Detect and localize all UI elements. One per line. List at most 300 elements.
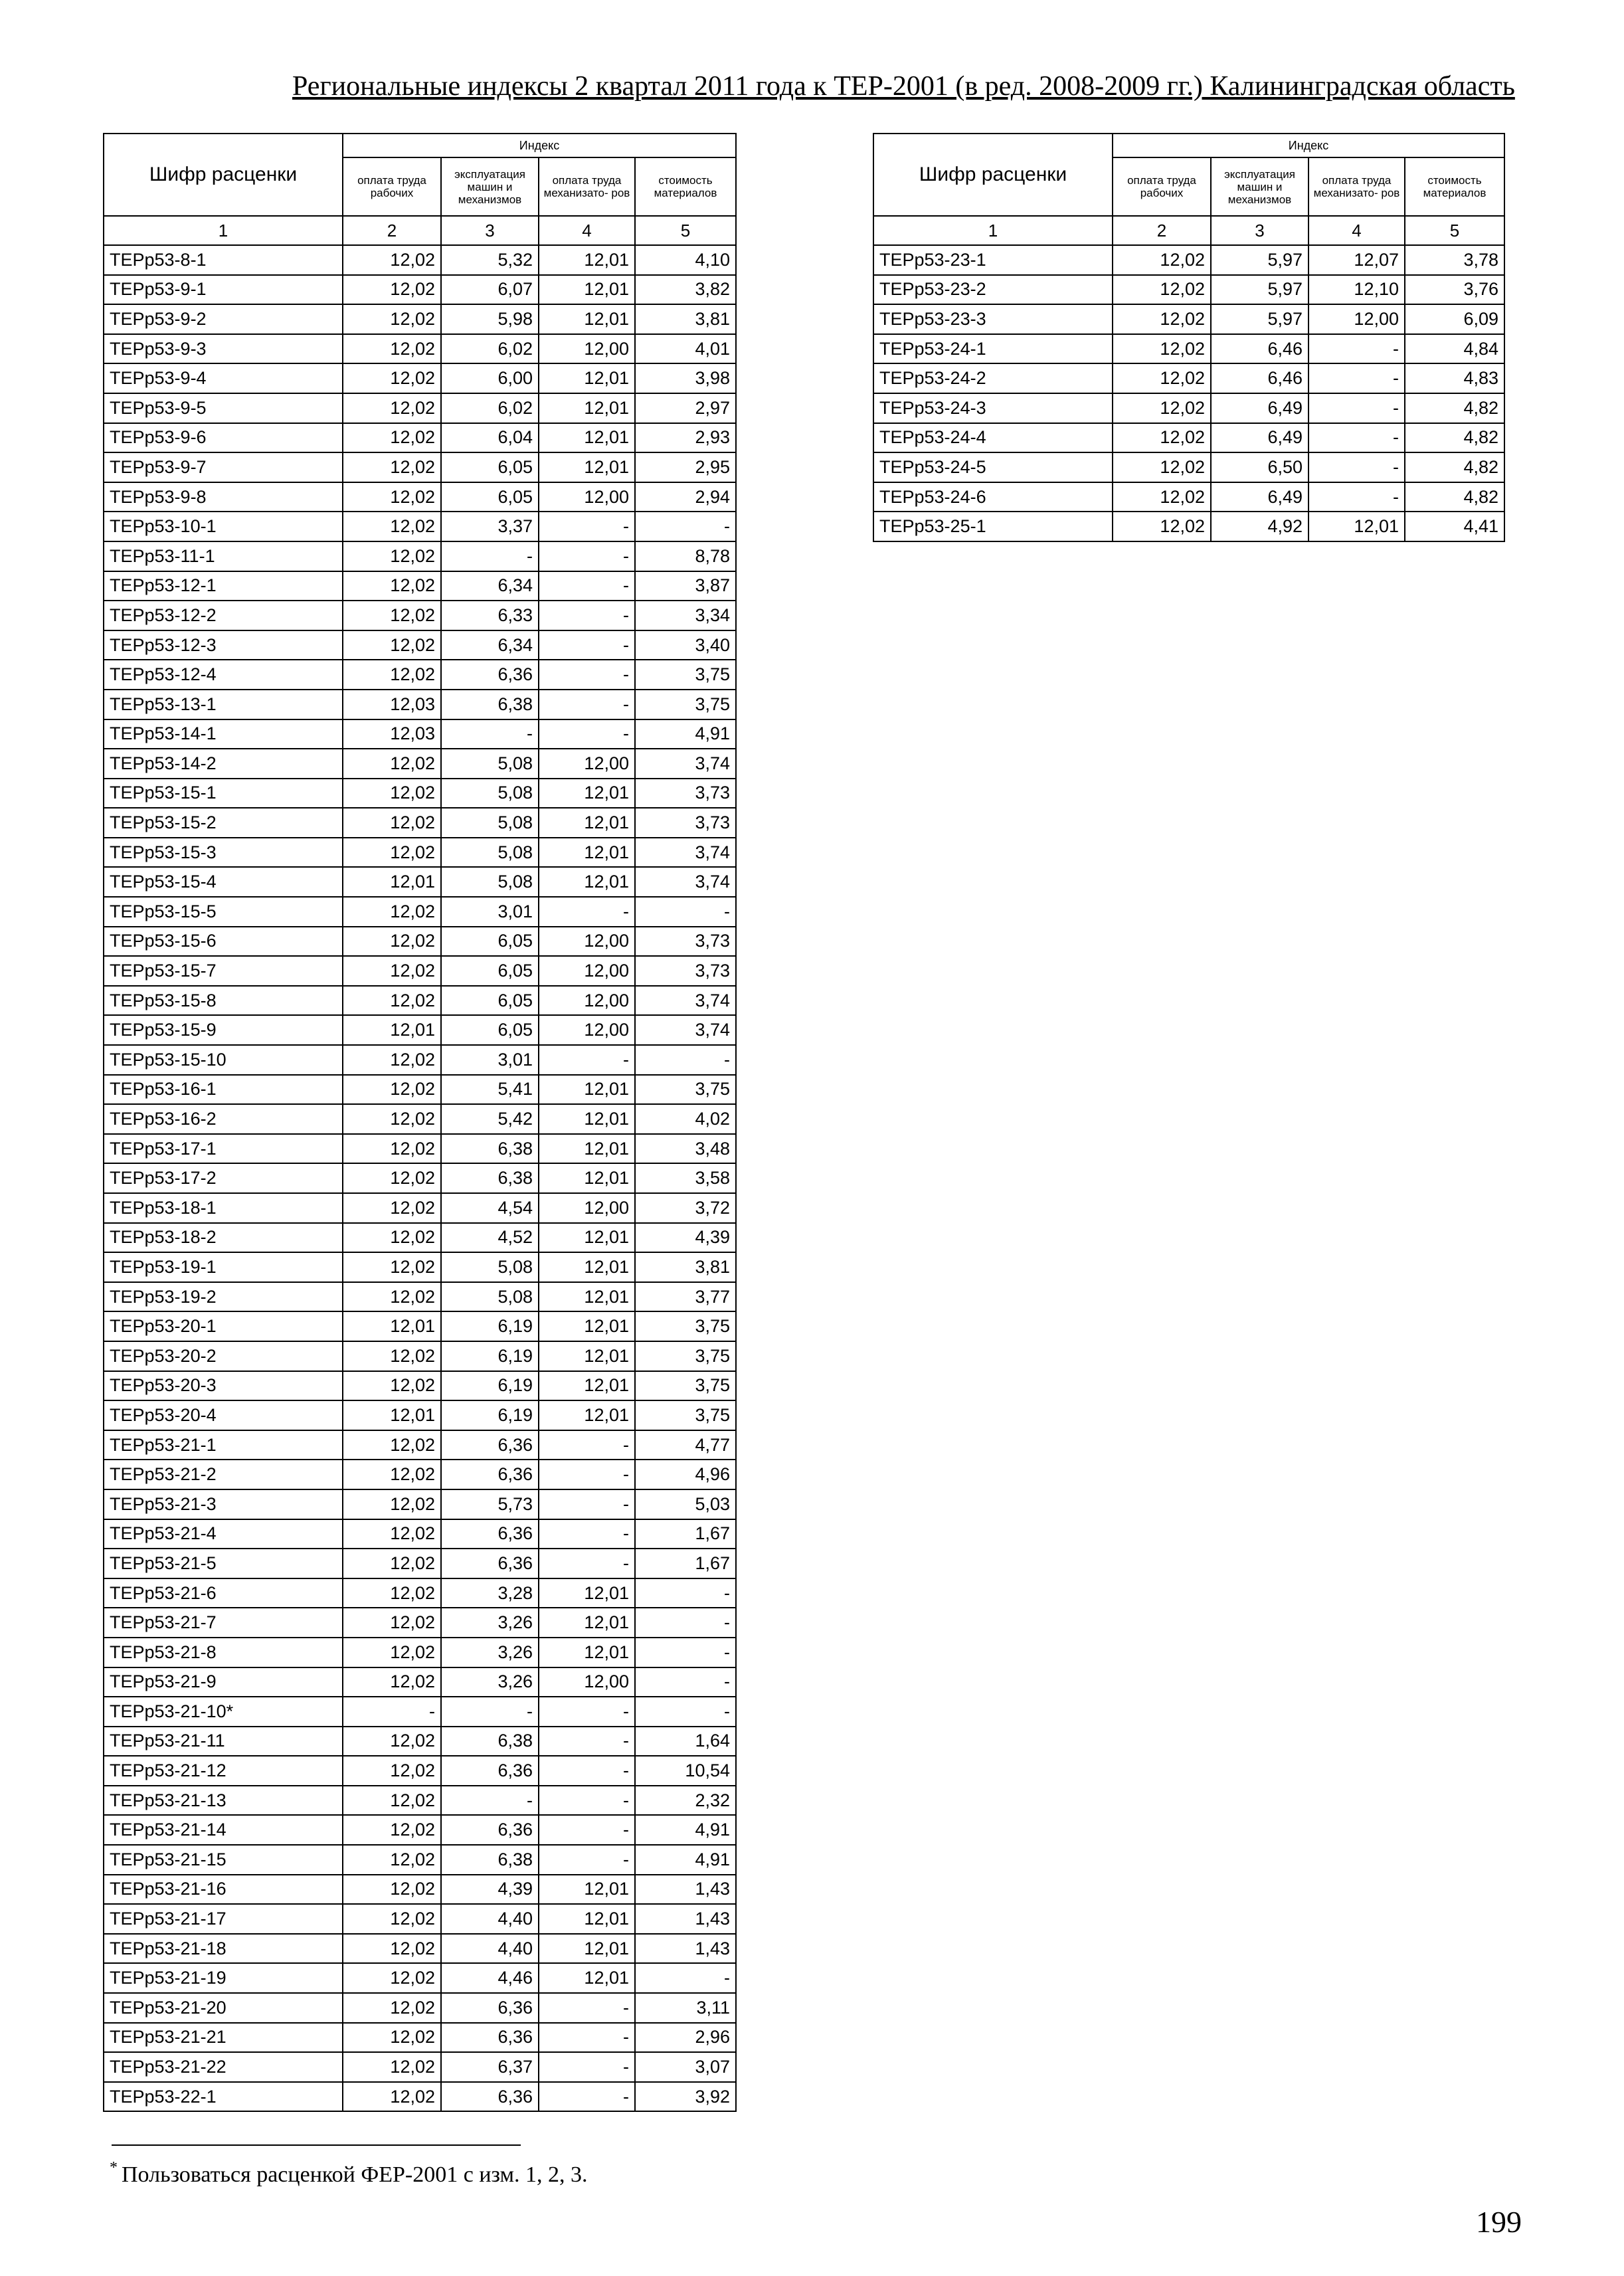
machines-cell: 6,38 bbox=[441, 1845, 539, 1875]
machines-cell: 3,37 bbox=[441, 512, 539, 541]
code-cell: ТЕРр53-20-3 bbox=[104, 1371, 343, 1401]
labor-workers-cell: 12,02 bbox=[1113, 245, 1211, 275]
materials-cell: 3,74 bbox=[635, 749, 736, 779]
labor-workers-cell: 12,02 bbox=[343, 1045, 441, 1075]
code-cell: ТЕРр53-12-4 bbox=[104, 660, 343, 690]
labor-workers-cell: 12,02 bbox=[343, 630, 441, 660]
labor-operators-cell: 12,01 bbox=[539, 1608, 635, 1638]
materials-cell: 3,75 bbox=[635, 1400, 736, 1430]
materials-cell: 3,73 bbox=[635, 927, 736, 957]
table-row bbox=[104, 1075, 736, 1105]
labor-workers-cell: 12,02 bbox=[1113, 275, 1211, 305]
machines-cell: 6,19 bbox=[441, 1311, 539, 1341]
code-cell: ТЕРр53-9-2 bbox=[104, 304, 343, 334]
table-row bbox=[104, 1311, 736, 1341]
labor-workers-cell: 12,02 bbox=[343, 2052, 441, 2082]
materials-cell: 4,82 bbox=[1405, 393, 1504, 423]
labor-workers-cell: 12,02 bbox=[343, 363, 441, 393]
machines-cell: 6,05 bbox=[441, 986, 539, 1016]
table-row bbox=[104, 779, 736, 808]
materials-cell: 3,48 bbox=[635, 1134, 736, 1164]
table-row bbox=[873, 393, 1504, 423]
labor-workers-cell: 12,02 bbox=[343, 571, 441, 601]
machines-cell: 6,38 bbox=[441, 1727, 539, 1756]
materials-cell: 4,41 bbox=[1405, 512, 1504, 541]
machines-cell: 5,08 bbox=[441, 1282, 539, 1312]
labor-operators-cell: 12,01 bbox=[539, 838, 635, 868]
header-machines: эксплуатация машин и механизмов bbox=[1211, 157, 1308, 216]
column-number: 5 bbox=[635, 216, 736, 245]
code-cell: ТЕРр53-23-1 bbox=[873, 245, 1113, 275]
column-number: 2 bbox=[1113, 216, 1211, 245]
code-cell: ТЕРр53-15-9 bbox=[104, 1015, 343, 1045]
labor-workers-cell: 12,02 bbox=[343, 1430, 441, 1460]
labor-operators-cell: 12,01 bbox=[539, 393, 635, 423]
materials-cell: 6,09 bbox=[1405, 304, 1504, 334]
table-row bbox=[104, 1756, 736, 1786]
materials-cell: 3,81 bbox=[635, 304, 736, 334]
code-cell: ТЕРр53-15-4 bbox=[104, 867, 343, 897]
table-row bbox=[104, 245, 736, 275]
code-cell: ТЕРр53-8-1 bbox=[104, 245, 343, 275]
table-row bbox=[104, 423, 736, 453]
materials-cell: 3,75 bbox=[635, 1371, 736, 1401]
materials-cell: 3,82 bbox=[635, 275, 736, 305]
materials-cell: 3,73 bbox=[635, 779, 736, 808]
machines-cell: 4,52 bbox=[441, 1223, 539, 1253]
materials-cell: 4,10 bbox=[635, 245, 736, 275]
machines-cell: 6,05 bbox=[441, 956, 539, 986]
labor-operators-cell: - bbox=[1308, 452, 1405, 482]
machines-cell: 6,49 bbox=[1211, 482, 1308, 512]
code-cell: ТЕРр53-14-1 bbox=[104, 719, 343, 749]
labor-workers-cell: 12,02 bbox=[343, 808, 441, 838]
machines-cell: 6,46 bbox=[1211, 363, 1308, 393]
table-row bbox=[104, 1519, 736, 1549]
labor-operators-cell: 12,00 bbox=[539, 334, 635, 364]
table-row bbox=[104, 867, 736, 897]
labor-operators-cell: 12,01 bbox=[539, 1163, 635, 1193]
materials-cell: 4,82 bbox=[1405, 423, 1504, 453]
labor-operators-cell: 12,01 bbox=[539, 1400, 635, 1430]
labor-workers-cell: 12,02 bbox=[343, 1845, 441, 1875]
code-cell: ТЕРр53-21-8 bbox=[104, 1638, 343, 1667]
materials-cell: 4,91 bbox=[635, 719, 736, 749]
table-row bbox=[104, 1371, 736, 1401]
labor-operators-cell: 12,01 bbox=[539, 1223, 635, 1253]
code-cell: ТЕРр53-15-5 bbox=[104, 897, 343, 927]
labor-workers-cell: 12,02 bbox=[343, 1163, 441, 1193]
labor-operators-cell: 12,01 bbox=[539, 452, 635, 482]
header-labor-operators: оплата труда механизато- ров bbox=[539, 157, 635, 216]
labor-operators-cell: 12,01 bbox=[539, 275, 635, 305]
code-cell: ТЕРр53-21-13 bbox=[104, 1786, 343, 1816]
code-cell: ТЕРр53-21-12 bbox=[104, 1756, 343, 1786]
header-labor-workers: оплата труда рабочих bbox=[343, 157, 441, 216]
materials-cell: 2,97 bbox=[635, 393, 736, 423]
code-cell: ТЕРр53-21-3 bbox=[104, 1489, 343, 1519]
labor-workers-cell: 12,02 bbox=[343, 1638, 441, 1667]
machines-cell: 6,37 bbox=[441, 2052, 539, 2082]
labor-operators-cell: 12,01 bbox=[1308, 512, 1405, 541]
materials-cell: 3,75 bbox=[635, 690, 736, 719]
labor-operators-cell: - bbox=[539, 601, 635, 630]
table-row bbox=[873, 423, 1504, 453]
machines-cell: 6,36 bbox=[441, 1815, 539, 1845]
code-cell: ТЕРр53-20-1 bbox=[104, 1311, 343, 1341]
code-cell: ТЕРр53-24-2 bbox=[873, 363, 1113, 393]
materials-cell: 3,98 bbox=[635, 363, 736, 393]
labor-operators-cell: 12,01 bbox=[539, 363, 635, 393]
code-cell: ТЕРр53-9-5 bbox=[104, 393, 343, 423]
code-cell: ТЕРр53-24-1 bbox=[873, 334, 1113, 364]
materials-cell: 4,39 bbox=[635, 1223, 736, 1253]
code-cell: ТЕРр53-9-4 bbox=[104, 363, 343, 393]
code-cell: ТЕРр53-11-1 bbox=[104, 541, 343, 571]
index-table-left bbox=[103, 133, 737, 2112]
labor-operators-cell: 12,01 bbox=[539, 1075, 635, 1105]
machines-cell: 5,41 bbox=[441, 1075, 539, 1105]
labor-workers-cell: 12,02 bbox=[343, 927, 441, 957]
machines-cell: 6,34 bbox=[441, 571, 539, 601]
materials-cell: 3,78 bbox=[1405, 245, 1504, 275]
labor-operators-cell: - bbox=[539, 630, 635, 660]
materials-cell: 3,74 bbox=[635, 838, 736, 868]
labor-workers-cell: 12,02 bbox=[343, 2082, 441, 2112]
table-row bbox=[104, 1341, 736, 1371]
labor-operators-cell: - bbox=[539, 1845, 635, 1875]
machines-cell: 5,97 bbox=[1211, 275, 1308, 305]
materials-cell: 10,54 bbox=[635, 1756, 736, 1786]
labor-workers-cell: 12,02 bbox=[343, 1549, 441, 1578]
materials-cell: 3,87 bbox=[635, 571, 736, 601]
table-row bbox=[873, 304, 1504, 334]
labor-workers-cell: 12,02 bbox=[343, 1786, 441, 1816]
labor-workers-cell: 12,02 bbox=[343, 660, 441, 690]
code-cell: ТЕРр53-9-1 bbox=[104, 275, 343, 305]
code-cell: ТЕРр53-25-1 bbox=[873, 512, 1113, 541]
table-row bbox=[104, 482, 736, 512]
machines-cell: 6,07 bbox=[441, 275, 539, 305]
machines-cell: 5,08 bbox=[441, 808, 539, 838]
labor-workers-cell: 12,01 bbox=[343, 867, 441, 897]
code-cell: ТЕРр53-14-2 bbox=[104, 749, 343, 779]
labor-workers-cell: 12,03 bbox=[343, 719, 441, 749]
code-cell: ТЕРр53-15-6 bbox=[104, 927, 343, 957]
labor-operators-cell: 12,01 bbox=[539, 1104, 635, 1134]
code-cell: ТЕРр53-9-8 bbox=[104, 482, 343, 512]
materials-cell: 3,92 bbox=[635, 2082, 736, 2112]
materials-cell: 4,77 bbox=[635, 1430, 736, 1460]
machines-cell: 6,19 bbox=[441, 1341, 539, 1371]
materials-cell: 2,32 bbox=[635, 1786, 736, 1816]
labor-workers-cell: 12,02 bbox=[343, 1134, 441, 1164]
machines-cell: 5,08 bbox=[441, 749, 539, 779]
labor-operators-cell: - bbox=[539, 1045, 635, 1075]
code-cell: ТЕРр53-15-10 bbox=[104, 1045, 343, 1075]
code-cell: ТЕРр53-21-19 bbox=[104, 1963, 343, 1993]
labor-workers-cell: 12,02 bbox=[343, 1756, 441, 1786]
table-row bbox=[104, 897, 736, 927]
labor-operators-cell: - bbox=[539, 1519, 635, 1549]
machines-cell: 3,26 bbox=[441, 1608, 539, 1638]
labor-operators-cell: - bbox=[539, 719, 635, 749]
machines-cell: 4,46 bbox=[441, 1963, 539, 1993]
table-row bbox=[104, 1193, 736, 1223]
materials-cell: 3,75 bbox=[635, 1075, 736, 1105]
labor-operators-cell: - bbox=[539, 1993, 635, 2023]
labor-workers-cell: 12,03 bbox=[343, 690, 441, 719]
machines-cell: 6,38 bbox=[441, 690, 539, 719]
machines-cell: 4,54 bbox=[441, 1193, 539, 1223]
machines-cell: 6,38 bbox=[441, 1134, 539, 1164]
labor-workers-cell: 12,02 bbox=[343, 275, 441, 305]
column-number: 3 bbox=[441, 216, 539, 245]
machines-cell: 6,36 bbox=[441, 2023, 539, 2053]
code-cell: ТЕРр53-21-9 bbox=[104, 1667, 343, 1697]
column-number: 5 bbox=[1405, 216, 1504, 245]
labor-operators-cell: 12,01 bbox=[539, 304, 635, 334]
materials-cell: 3,73 bbox=[635, 956, 736, 986]
machines-cell: 6,33 bbox=[441, 601, 539, 630]
table-row bbox=[104, 512, 736, 541]
code-cell: ТЕРр53-15-2 bbox=[104, 808, 343, 838]
labor-operators-cell: - bbox=[539, 1460, 635, 1489]
table-row bbox=[104, 393, 736, 423]
column-number: 2 bbox=[343, 216, 441, 245]
machines-cell: 6,36 bbox=[441, 1549, 539, 1578]
code-cell: ТЕРр53-23-3 bbox=[873, 304, 1113, 334]
materials-cell: 3,77 bbox=[635, 1282, 736, 1312]
materials-cell: 3,58 bbox=[635, 1163, 736, 1193]
table-row bbox=[873, 363, 1504, 393]
materials-cell: 3,74 bbox=[635, 867, 736, 897]
header-labor-operators: оплата труда механизато- ров bbox=[1308, 157, 1405, 216]
labor-workers-cell: 12,02 bbox=[343, 1875, 441, 1905]
labor-operators-cell: - bbox=[539, 2023, 635, 2053]
code-cell: ТЕРр53-21-11 bbox=[104, 1727, 343, 1756]
labor-workers-cell: 12,02 bbox=[1113, 512, 1211, 541]
machines-cell: 6,05 bbox=[441, 482, 539, 512]
labor-workers-cell: 12,02 bbox=[343, 897, 441, 927]
labor-operators-cell: - bbox=[1308, 393, 1405, 423]
machines-cell: 4,40 bbox=[441, 1934, 539, 1964]
materials-cell: 3,74 bbox=[635, 986, 736, 1016]
machines-cell: 6,02 bbox=[441, 393, 539, 423]
labor-workers-cell: 12,02 bbox=[343, 512, 441, 541]
table-row bbox=[104, 956, 736, 986]
materials-cell: - bbox=[635, 1578, 736, 1608]
labor-workers-cell: 12,02 bbox=[1113, 334, 1211, 364]
materials-cell: 4,02 bbox=[635, 1104, 736, 1134]
machines-cell: 6,38 bbox=[441, 1163, 539, 1193]
machines-cell: 4,39 bbox=[441, 1875, 539, 1905]
table-row bbox=[104, 304, 736, 334]
table-row bbox=[104, 1015, 736, 1045]
machines-cell: 5,32 bbox=[441, 245, 539, 275]
table-row bbox=[104, 690, 736, 719]
header-code: Шифр расценки bbox=[104, 134, 343, 216]
labor-operators-cell: - bbox=[1308, 363, 1405, 393]
materials-cell: 1,67 bbox=[635, 1549, 736, 1578]
code-cell: ТЕРр53-20-4 bbox=[104, 1400, 343, 1430]
materials-cell: 3,74 bbox=[635, 1015, 736, 1045]
table-row bbox=[104, 1430, 736, 1460]
machines-cell: 3,01 bbox=[441, 1045, 539, 1075]
header-materials: стоимость материалов bbox=[635, 157, 736, 216]
labor-workers-cell: 12,02 bbox=[343, 1578, 441, 1608]
materials-cell: 3,73 bbox=[635, 808, 736, 838]
code-cell: ТЕРр53-15-7 bbox=[104, 956, 343, 986]
left-table-body bbox=[104, 245, 736, 2111]
table-row bbox=[104, 2082, 736, 2112]
materials-cell: - bbox=[635, 1697, 736, 1727]
table-row bbox=[104, 749, 736, 779]
machines-cell: 4,40 bbox=[441, 1904, 539, 1934]
code-cell: ТЕРр53-10-1 bbox=[104, 512, 343, 541]
table-row bbox=[873, 482, 1504, 512]
table-row bbox=[873, 275, 1504, 305]
column-number: 4 bbox=[539, 216, 635, 245]
table-row bbox=[104, 1045, 736, 1075]
table-row bbox=[104, 1993, 736, 2023]
labor-workers-cell: 12,02 bbox=[343, 956, 441, 986]
labor-workers-cell: 12,02 bbox=[343, 1104, 441, 1134]
table-row bbox=[873, 334, 1504, 364]
machines-cell: 6,46 bbox=[1211, 334, 1308, 364]
labor-operators-cell: - bbox=[539, 1430, 635, 1460]
labor-operators-cell: - bbox=[539, 1727, 635, 1756]
labor-workers-cell: 12,02 bbox=[343, 1667, 441, 1697]
labor-operators-cell: - bbox=[539, 1489, 635, 1519]
column-number: 1 bbox=[104, 216, 343, 245]
labor-operators-cell: - bbox=[539, 897, 635, 927]
labor-operators-cell: 12,01 bbox=[539, 1282, 635, 1312]
code-cell: ТЕРр53-19-1 bbox=[104, 1252, 343, 1282]
labor-operators-cell: 12,01 bbox=[539, 1578, 635, 1608]
labor-operators-cell: 12,01 bbox=[539, 245, 635, 275]
labor-workers-cell: 12,02 bbox=[343, 1252, 441, 1282]
code-cell: ТЕРр53-20-2 bbox=[104, 1341, 343, 1371]
materials-cell: - bbox=[635, 512, 736, 541]
machines-cell: 6,50 bbox=[1211, 452, 1308, 482]
machines-cell: 5,08 bbox=[441, 779, 539, 808]
header-index-group: Индекс bbox=[343, 134, 736, 157]
machines-cell: 6,05 bbox=[441, 452, 539, 482]
materials-cell: - bbox=[635, 1638, 736, 1667]
machines-cell: 4,92 bbox=[1211, 512, 1308, 541]
materials-cell: 4,96 bbox=[635, 1460, 736, 1489]
labor-operators-cell: 12,01 bbox=[539, 1963, 635, 1993]
column-number: 3 bbox=[1211, 216, 1308, 245]
materials-cell: 3,76 bbox=[1405, 275, 1504, 305]
materials-cell: - bbox=[635, 1045, 736, 1075]
code-cell: ТЕРр53-17-1 bbox=[104, 1134, 343, 1164]
code-cell: ТЕРр53-21-17 bbox=[104, 1904, 343, 1934]
table-row bbox=[104, 630, 736, 660]
materials-cell: 4,84 bbox=[1405, 334, 1504, 364]
labor-workers-cell: 12,02 bbox=[1113, 452, 1211, 482]
materials-cell: - bbox=[635, 1667, 736, 1697]
labor-workers-cell: 12,02 bbox=[343, 2023, 441, 2053]
code-cell: ТЕРр53-15-3 bbox=[104, 838, 343, 868]
machines-cell: 5,98 bbox=[441, 304, 539, 334]
labor-workers-cell: 12,02 bbox=[343, 1934, 441, 1964]
table-row bbox=[104, 1134, 736, 1164]
code-cell: ТЕРр53-24-6 bbox=[873, 482, 1113, 512]
code-cell: ТЕРр53-21-20 bbox=[104, 1993, 343, 2023]
labor-workers-cell: 12,02 bbox=[343, 1223, 441, 1253]
machines-cell: 5,42 bbox=[441, 1104, 539, 1134]
labor-workers-cell: 12,02 bbox=[1113, 423, 1211, 453]
table-row bbox=[104, 1727, 736, 1756]
labor-operators-cell: - bbox=[539, 1549, 635, 1578]
code-cell: ТЕРр53-21-14 bbox=[104, 1815, 343, 1845]
table-row bbox=[104, 1845, 736, 1875]
code-cell: ТЕРр53-16-2 bbox=[104, 1104, 343, 1134]
materials-cell: 1,43 bbox=[635, 1904, 736, 1934]
labor-operators-cell: 12,00 bbox=[539, 956, 635, 986]
table-row bbox=[104, 808, 736, 838]
code-cell: ТЕРр53-21-15 bbox=[104, 1845, 343, 1875]
machines-cell: 5,73 bbox=[441, 1489, 539, 1519]
column-number: 1 bbox=[873, 216, 1113, 245]
table-row bbox=[104, 1786, 736, 1816]
machines-cell: 6,36 bbox=[441, 1460, 539, 1489]
labor-operators-cell: 12,00 bbox=[1308, 304, 1405, 334]
table-row bbox=[873, 512, 1504, 541]
page-title: Региональные индексы 2 квартал 2011 года к ТЕР-2001 (в ред. 2008-2009 гг.) Калининградская область bbox=[292, 71, 1515, 102]
labor-operators-cell: 12,01 bbox=[539, 423, 635, 453]
footnote-text: Пользоваться расценкой ФЕР-2001 с изм. 1, 2, 3. bbox=[122, 2162, 588, 2187]
header-labor-workers: оплата труда рабочих bbox=[1113, 157, 1211, 216]
table-row bbox=[104, 1638, 736, 1667]
code-cell: ТЕРр53-23-2 bbox=[873, 275, 1113, 305]
materials-cell: 4,83 bbox=[1405, 363, 1504, 393]
machines-cell: 6,36 bbox=[441, 1993, 539, 2023]
page-number: 199 bbox=[1476, 2205, 1522, 2239]
table-row bbox=[104, 1963, 736, 1993]
code-cell: ТЕРр53-15-1 bbox=[104, 779, 343, 808]
code-cell: ТЕРр53-13-1 bbox=[104, 690, 343, 719]
table-row bbox=[104, 1875, 736, 1905]
table-row bbox=[104, 2052, 736, 2082]
code-cell: ТЕРр53-21-22 bbox=[104, 2052, 343, 2082]
labor-operators-cell: 12,00 bbox=[539, 482, 635, 512]
materials-cell: 2,96 bbox=[635, 2023, 736, 2053]
labor-operators-cell: 12,01 bbox=[539, 1252, 635, 1282]
labor-workers-cell: 12,02 bbox=[343, 1193, 441, 1223]
machines-cell: 6,00 bbox=[441, 363, 539, 393]
materials-cell: 2,95 bbox=[635, 452, 736, 482]
code-cell: ТЕРр53-24-3 bbox=[873, 393, 1113, 423]
materials-cell: 4,82 bbox=[1405, 482, 1504, 512]
table-row bbox=[104, 571, 736, 601]
table-row bbox=[104, 927, 736, 957]
labor-operators-cell: - bbox=[1308, 423, 1405, 453]
table-row bbox=[104, 1223, 736, 1253]
table-row bbox=[104, 1578, 736, 1608]
code-cell: ТЕРр53-21-6 bbox=[104, 1578, 343, 1608]
labor-operators-cell: 12,01 bbox=[539, 1311, 635, 1341]
labor-operators-cell: 12,00 bbox=[539, 1193, 635, 1223]
labor-operators-cell: 12,01 bbox=[539, 1934, 635, 1964]
table-row bbox=[104, 275, 736, 305]
code-cell: ТЕРр53-9-6 bbox=[104, 423, 343, 453]
machines-cell: 6,36 bbox=[441, 1756, 539, 1786]
materials-cell: - bbox=[635, 1608, 736, 1638]
code-cell: ТЕРр53-12-3 bbox=[104, 630, 343, 660]
